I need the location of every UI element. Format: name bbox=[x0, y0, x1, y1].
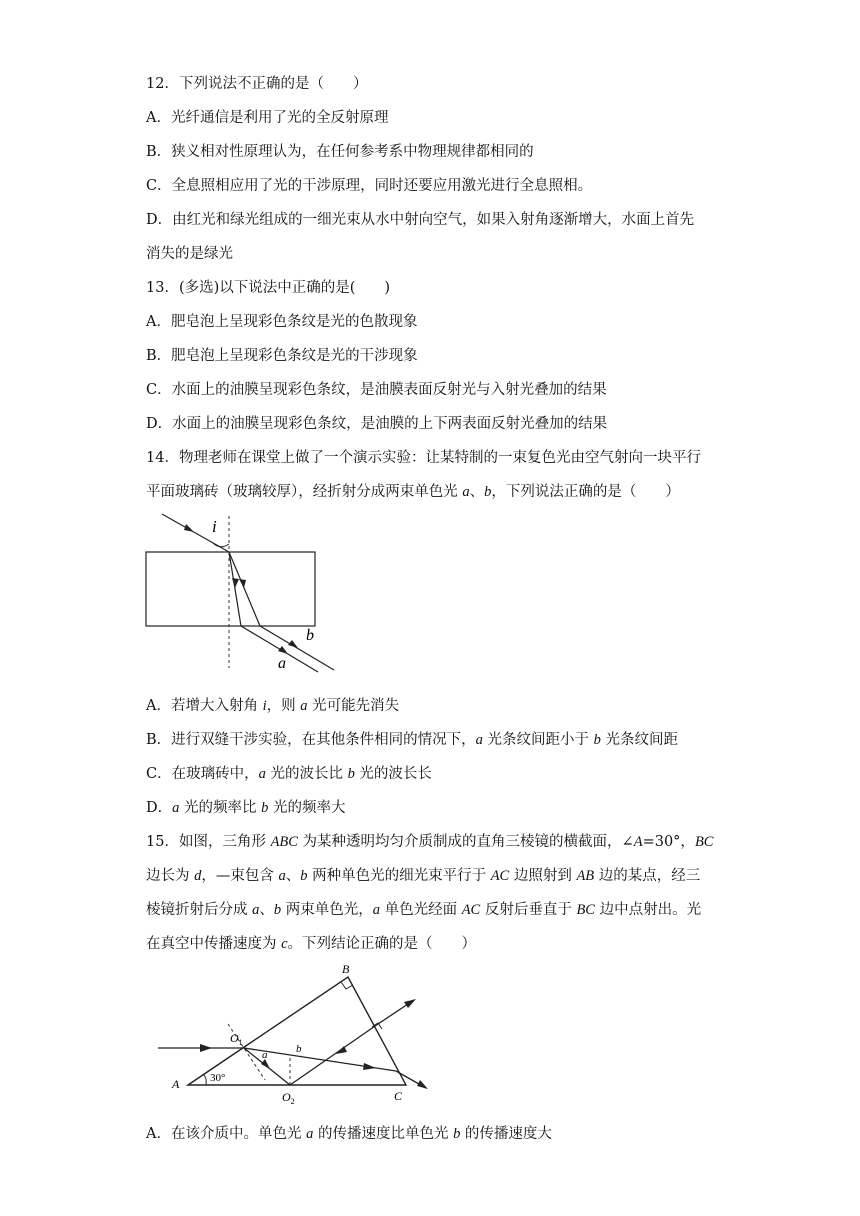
q13-stem: 13．(多选)以下说法中正确的是( ) bbox=[146, 280, 391, 296]
q13-option-b: B．肥皂泡上呈现彩色条纹是光的干涉现象 bbox=[146, 348, 418, 364]
var-a: a bbox=[372, 902, 380, 918]
var-a: a bbox=[300, 698, 308, 714]
q12-option-a: A．光纤通信是利用了光的全反射原理 bbox=[146, 110, 389, 126]
text: 为某种透明均匀介质制成的直角三棱镜的横截面，∠ bbox=[297, 834, 634, 850]
var-c: c bbox=[281, 936, 288, 952]
text: ，—束包含 bbox=[201, 868, 279, 884]
text: 、 bbox=[259, 902, 274, 918]
text: C．在玻璃砖中， bbox=[146, 766, 259, 782]
label-a: a bbox=[262, 1049, 268, 1061]
label-O1 bbox=[230, 1031, 243, 1047]
var-i: i bbox=[262, 698, 267, 714]
arrow-b-inside bbox=[363, 1063, 376, 1070]
arrow-a-exit bbox=[404, 999, 416, 1008]
text: 两种单色光的细光束平行于 bbox=[307, 868, 491, 884]
var-ac: AC bbox=[461, 902, 481, 918]
text: 光条纹间距 bbox=[600, 732, 678, 748]
incidence-angle-arc bbox=[213, 543, 229, 547]
prism-triangle bbox=[188, 977, 406, 1085]
var-b: b bbox=[484, 484, 492, 500]
q14-option-a bbox=[146, 694, 399, 715]
var-a: a bbox=[475, 732, 483, 748]
label-o1-letter: O bbox=[230, 1031, 239, 1045]
q14-option-c bbox=[146, 762, 432, 783]
label-b: b bbox=[296, 1043, 302, 1055]
label-B: B bbox=[342, 962, 350, 976]
text: 、 bbox=[285, 868, 301, 884]
label-30: 30° bbox=[210, 1072, 226, 1084]
var-d: d bbox=[194, 868, 202, 884]
text: 边照射到 bbox=[509, 868, 577, 884]
text: B．进行双缝干涉实验，在其他条件相同的情况下， bbox=[146, 732, 476, 748]
var-abc: ABC bbox=[270, 834, 298, 850]
var-bc: BC bbox=[576, 902, 595, 918]
var-a: a bbox=[278, 868, 286, 884]
var-a: a bbox=[462, 484, 470, 500]
q13-option-c: C．水面上的油膜呈现彩色条纹，是油膜表面反射光与入射光叠加的结果 bbox=[146, 382, 607, 398]
var-ab: AB bbox=[576, 868, 595, 884]
text: 光可能先消失 bbox=[307, 698, 400, 714]
text: 光的波长比 bbox=[265, 766, 348, 782]
q15-stem-line2 bbox=[146, 864, 700, 885]
q14-stem-line1: 14．物理老师在课堂上做了一个演示实验：让某特制的一束复色光由空气射向一块平行 bbox=[146, 450, 701, 466]
text: A．若增大入射角 bbox=[146, 698, 263, 714]
label-o1-sub: 1 bbox=[238, 1038, 243, 1047]
text: 棱镜折射后分成 bbox=[146, 902, 253, 918]
var-b: b bbox=[273, 902, 282, 918]
arrow-b-out bbox=[288, 640, 298, 648]
text: 的传播速度比单色光 bbox=[313, 1126, 454, 1142]
q15-stem-line3 bbox=[146, 898, 701, 919]
var-ac: AC bbox=[490, 868, 510, 884]
arrow-a-inside bbox=[232, 578, 239, 588]
q13-option-d: D．水面上的油膜呈现彩色条纹，是油膜的上下两表面反射光叠加的结果 bbox=[146, 416, 608, 432]
q14-stem-line2 bbox=[146, 480, 680, 501]
text: ，下列说法正确的是（ ） bbox=[491, 484, 680, 500]
arrow-b-inside bbox=[239, 579, 246, 588]
arrow-b-exit bbox=[417, 1080, 428, 1089]
text: 边中点射出。光 bbox=[594, 902, 702, 918]
arrow-a-out bbox=[278, 646, 288, 654]
angle-arc-a bbox=[203, 1074, 206, 1085]
text: 、 bbox=[469, 484, 485, 500]
q12-option-d-line1: D．由红光和绿光组成的一细光束从水中射向空气，如果入射角逐渐增大，水面上首先 bbox=[146, 212, 695, 228]
var-b: b bbox=[300, 868, 308, 884]
ray-a-reflected bbox=[290, 1024, 378, 1085]
text: 单色光经面 bbox=[379, 902, 462, 918]
label-o2-letter: O bbox=[282, 1090, 291, 1104]
label-o2-sub: 2 bbox=[290, 1097, 295, 1106]
q12-option-c: C．全息照相应用了光的干涉原理，同时还要应用激光进行全息照相。 bbox=[146, 178, 593, 194]
text: D． bbox=[146, 800, 173, 816]
var-b: b bbox=[347, 766, 355, 782]
ray-b-inside bbox=[229, 552, 260, 626]
ray-a-inside bbox=[229, 552, 241, 626]
text: 15．如图，三角形 bbox=[146, 834, 271, 850]
label-O2 bbox=[282, 1090, 295, 1106]
var-bc: BC bbox=[694, 834, 714, 850]
text: 光的频率比 bbox=[179, 800, 262, 816]
q12-option-b: B．狭义相对性原理认为，在任何参考系中物理规律都相同的 bbox=[146, 144, 534, 160]
text: A．在该介质中。单色光 bbox=[146, 1126, 307, 1142]
var-a: a bbox=[306, 1126, 314, 1142]
q14-option-d bbox=[146, 796, 345, 817]
label-A: A bbox=[172, 1077, 180, 1091]
var-A: A bbox=[633, 834, 643, 850]
label-a: a bbox=[278, 655, 286, 672]
incident-arrow bbox=[200, 1044, 212, 1052]
text: 光条纹间距小于 bbox=[482, 732, 594, 748]
q12-option-d-line2: 消失的是绿光 bbox=[146, 246, 233, 262]
text: 在真空中传播速度为 bbox=[146, 936, 282, 952]
q15-option-a bbox=[146, 1122, 552, 1143]
q13-option-a: A．肥皂泡上呈现彩色条纹是光的色散现象 bbox=[146, 314, 418, 330]
q14-option-b bbox=[146, 728, 678, 749]
var-a: a bbox=[252, 902, 260, 918]
label-i: i bbox=[212, 517, 217, 536]
text: 。下列结论正确的是（ ） bbox=[287, 936, 477, 952]
text: ，则 bbox=[266, 698, 301, 714]
text: 边长为 bbox=[146, 868, 195, 884]
var-b: b bbox=[453, 1126, 461, 1142]
text: 平面玻璃砖（玻璃较厚），经折射分成两束单色光 bbox=[146, 484, 463, 500]
text: 光的波长长 bbox=[354, 766, 432, 782]
text: 边的某点，经三 bbox=[594, 868, 701, 884]
text: =30°， bbox=[642, 834, 695, 850]
q12-stem: 12．下列说法不正确的是（ ） bbox=[146, 76, 368, 92]
text: 两束单色光， bbox=[281, 902, 373, 918]
var-b: b bbox=[593, 732, 601, 748]
var-a: a bbox=[172, 800, 180, 816]
ray-b-out bbox=[260, 626, 334, 670]
prism-figure bbox=[150, 962, 440, 1106]
incident-arrow bbox=[184, 524, 194, 532]
var-b: b bbox=[261, 800, 269, 816]
label-C: C bbox=[394, 1089, 403, 1103]
text: 反射后垂直于 bbox=[480, 902, 577, 918]
var-a: a bbox=[258, 766, 266, 782]
q15-stem-line4 bbox=[146, 932, 476, 953]
text: 的传播速度大 bbox=[460, 1126, 552, 1142]
q15-stem-line1 bbox=[146, 830, 713, 851]
glass-brick-figure bbox=[140, 508, 350, 678]
text: 光的频率大 bbox=[268, 800, 346, 816]
label-b: b bbox=[306, 627, 314, 644]
